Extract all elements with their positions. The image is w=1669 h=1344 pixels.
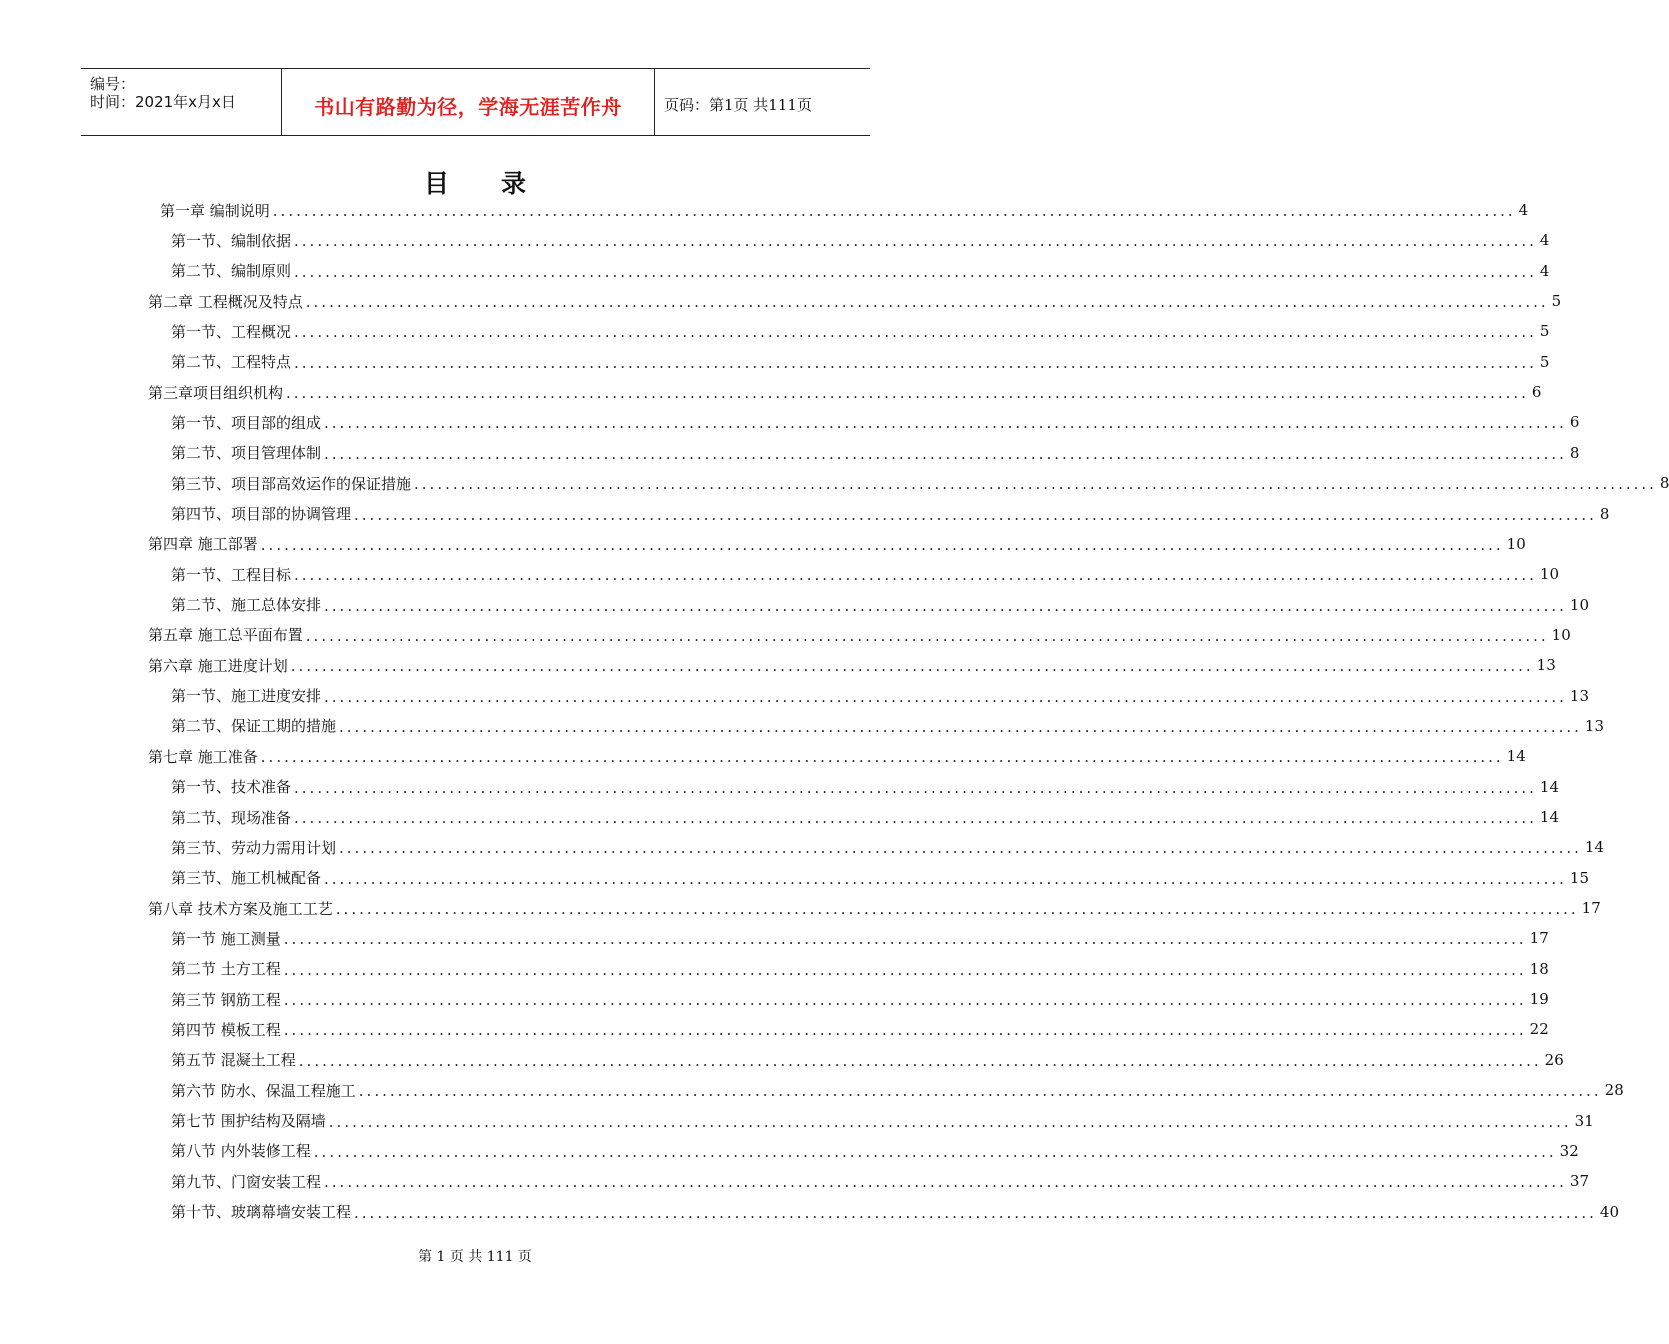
toc-entry[interactable] [171, 984, 1549, 1014]
toc-entry[interactable] [171, 468, 1669, 498]
toc-entry-label: 第一节、施工进度安排 [171, 687, 322, 706]
toc-entry-label: 第二节、施工总体安排 [171, 596, 322, 615]
toc-entry[interactable] [148, 377, 1542, 407]
toc-entry-label: 第三节、劳动力需用计划 [171, 838, 337, 857]
toc-leader-dots: ................................................................................................................................................................ [283, 960, 1527, 979]
toc-leader-dots: ................................................................................................................................................................ [294, 262, 1537, 281]
toc-entry[interactable] [160, 195, 1529, 225]
toc-title-char-2: 录 [501, 169, 527, 198]
toc-entry-label: 第二节、项目管理体制 [171, 444, 322, 463]
toc-entry-page: 5 [1539, 322, 1550, 341]
toc-leader-dots: ................................................................................................................................................................ [414, 475, 1657, 494]
toc-entry-label: 第三章项目组织机构 [148, 383, 284, 402]
toc-entry-label: 第一节、工程概况 [171, 322, 292, 341]
toc-entry-page: 8 [1569, 443, 1580, 462]
toc-leader-dots: ................................................................................................................................................................ [339, 839, 1582, 858]
toc-entry-page: 18 [1529, 959, 1549, 978]
toc-entry-label: 第一节、编制依据 [171, 231, 292, 250]
toc-entry[interactable] [171, 1045, 1564, 1075]
toc-entry-label: 第五节 混凝土工程 [171, 1051, 296, 1070]
toc-leader-dots: ................................................................................................................................................................ [339, 717, 1582, 736]
toc-entry-page: 26 [1544, 1050, 1564, 1069]
toc-entry[interactable] [171, 499, 1610, 529]
header-page-cell [655, 69, 870, 135]
toc-entry[interactable] [148, 529, 1526, 559]
toc-entry-page: 13 [1569, 686, 1589, 705]
toc-entry-label: 第一节、工程目标 [171, 565, 292, 584]
toc-leader-dots: ................................................................................................................................................................ [283, 930, 1527, 949]
toc-leader-dots: ................................................................................................................................................................ [354, 505, 1597, 524]
toc-leader-dots: ................................................................................................................................................................ [328, 1112, 1572, 1131]
toc-entry-label: 第二章 工程概况及特点 [148, 292, 303, 311]
toc-entry-page: 4 [1539, 231, 1550, 250]
toc-title-char-1: 目 [423, 169, 449, 198]
toc-entry-page: 37 [1569, 1172, 1589, 1191]
toc-entry-label: 第三节 钢筋工程 [171, 990, 281, 1009]
toc-leader-dots: ................................................................................................................................................................ [298, 1051, 1542, 1070]
toc-leader-dots: ................................................................................................................................................................ [294, 778, 1537, 797]
toc-entry-label: 第一节 施工测量 [171, 929, 281, 948]
toc-leader-dots: ................................................................................................................................................................ [294, 353, 1537, 372]
page-header [81, 68, 870, 136]
toc-entry-page: 8 [1659, 474, 1669, 493]
toc-entry[interactable] [171, 590, 1589, 620]
toc-leader-dots: ................................................................................................................................................................ [283, 991, 1527, 1010]
toc-leader-dots: ................................................................................................................................................................ [260, 748, 1504, 767]
toc-entry-page: 4 [1539, 261, 1550, 280]
toc-entry[interactable] [171, 832, 1604, 862]
toc-entry-page: 13 [1536, 656, 1556, 675]
toc-entry-page: 6 [1531, 383, 1542, 402]
toc-entry-page: 19 [1529, 990, 1549, 1009]
header-motto: 书山有路勤为径，学海无涯苦作舟 [314, 95, 622, 119]
toc-entry[interactable] [171, 1136, 1579, 1166]
toc-leader-dots: ................................................................................................................................................................ [283, 1021, 1527, 1040]
toc-entry-label: 第一节、项目部的组成 [171, 413, 322, 432]
header-motto-cell [282, 69, 655, 135]
toc-entry[interactable] [148, 620, 1571, 650]
toc-entry[interactable] [171, 225, 1550, 255]
toc-entry-page: 31 [1574, 1111, 1594, 1130]
toc-entry-label: 第二节、保证工期的措施 [171, 717, 337, 736]
toc-leader-dots: ................................................................................................................................................................ [324, 1173, 1567, 1192]
page-footer: 第 1 页 共 111 页 [418, 1249, 532, 1265]
toc-entry-label: 第二节、编制原则 [171, 262, 292, 281]
toc-entry-page: 14 [1539, 777, 1559, 796]
document-time-label: 时间：2021年x月x日 [90, 93, 236, 111]
toc-entry-page: 17 [1529, 929, 1549, 948]
toc-entry-page: 14 [1539, 808, 1559, 826]
toc-entry-label: 第一节、技术准备 [171, 778, 292, 797]
toc-entry-label: 第四章 施工部署 [148, 535, 258, 554]
toc-leader-dots: ................................................................................................................................................................ [294, 566, 1537, 585]
toc-entry-label: 第一章 编制说明 [160, 201, 270, 220]
toc-leader-dots: ................................................................................................................................................................ [324, 414, 1567, 433]
toc-leader-dots: ................................................................................................................................................................ [335, 900, 1579, 919]
toc-entry[interactable] [171, 772, 1559, 802]
toc-entry-page: 10 [1569, 595, 1589, 614]
toc-entry-label: 第六章 施工进度计划 [148, 656, 288, 675]
toc-entry-page: 4 [1518, 201, 1529, 219]
toc-entry[interactable] [171, 1106, 1594, 1136]
toc-entry-label: 第八章 技术方案及施工工艺 [148, 899, 333, 918]
toc-leader-dots: ................................................................................................................................................................ [286, 384, 1529, 403]
toc-leader-dots: ................................................................................................................................................................ [290, 657, 1534, 676]
toc-leader-dots: ................................................................................................................................................................ [260, 535, 1504, 554]
toc-entry-label: 第五章 施工总平面布置 [148, 626, 303, 645]
header-page-info: 页码：第1页 共111页 [664, 96, 812, 114]
toc-entry[interactable] [171, 863, 1589, 893]
toc-entry[interactable] [171, 802, 1559, 832]
toc-entry-page: 40 [1599, 1202, 1619, 1221]
toc-leader-dots: ................................................................................................................................................................ [294, 323, 1537, 342]
toc-leader-dots: ................................................................................................................................................................ [358, 1082, 1602, 1101]
toc-entry-label: 第三节、项目部高效运作的保证措施 [171, 474, 412, 493]
toc-entry[interactable] [148, 286, 1562, 316]
toc-leader-dots: ................................................................................................................................................................ [324, 687, 1567, 706]
toc-entry-page: 32 [1559, 1141, 1579, 1160]
toc-leader-dots: ................................................................................................................................................................ [324, 869, 1567, 888]
toc-entry-label: 第八节 内外装修工程 [171, 1142, 311, 1161]
document-code-label: 编号： [90, 75, 136, 93]
toc-entry-page: 10 [1551, 625, 1571, 644]
toc-entry-label: 第六节 防水、保温工程施工 [171, 1081, 356, 1100]
toc-entry-page: 14 [1506, 747, 1526, 766]
toc-entry[interactable] [171, 316, 1550, 346]
toc-leader-dots: ................................................................................................................................................................ [272, 202, 1516, 220]
toc-entry-page: 10 [1539, 565, 1559, 584]
toc-entry[interactable] [148, 893, 1601, 923]
toc-entry-page: 5 [1539, 352, 1550, 371]
toc-entry[interactable] [148, 650, 1556, 680]
toc-entry[interactable] [171, 407, 1580, 437]
toc-entry-label: 第四节、项目部的协调管理 [171, 505, 352, 523]
toc-entry-label: 第四节 模板工程 [171, 1020, 281, 1039]
toc-entry[interactable] [171, 954, 1549, 984]
toc-entry-label: 第七章 施工准备 [148, 747, 258, 766]
toc-leader-dots: ................................................................................................................................................................ [294, 232, 1537, 251]
toc-entry-page: 22 [1529, 1020, 1549, 1039]
toc-entry-page: 5 [1551, 292, 1562, 311]
toc-leader-dots: ................................................................................................................................................................ [324, 596, 1567, 615]
toc-entry[interactable] [171, 559, 1559, 589]
toc-entry-page: 15 [1569, 868, 1589, 887]
toc-entry[interactable] [171, 1014, 1549, 1044]
toc-entry[interactable] [171, 923, 1549, 953]
toc-entry-page: 6 [1569, 413, 1580, 432]
toc-entry-page: 10 [1506, 534, 1526, 553]
toc-entry-page: 13 [1584, 716, 1604, 735]
toc-leader-dots: ................................................................................................................................................................ [324, 444, 1567, 463]
toc-entry-label: 第九节、门窗安装工程 [171, 1172, 322, 1191]
header-meta-cell [81, 69, 282, 135]
toc-entry-label: 第二节 土方工程 [171, 960, 281, 979]
toc-entry[interactable] [171, 681, 1589, 711]
toc-entry-label: 第三节、施工机械配备 [171, 869, 322, 888]
toc-entry[interactable] [171, 1166, 1589, 1196]
toc-leader-dots: ................................................................................................................................................................ [305, 626, 1549, 645]
toc-entry-page: 17 [1581, 899, 1601, 918]
toc-entry[interactable] [171, 1197, 1619, 1227]
toc-entry-page: 28 [1604, 1081, 1624, 1100]
toc-entry-label: 第二节、现场准备 [171, 808, 292, 827]
toc-leader-dots: ................................................................................................................................................................ [305, 293, 1549, 312]
toc-entry[interactable] [171, 256, 1550, 286]
toc-entry-page: 14 [1584, 838, 1604, 857]
toc-entry-label: 第二节、工程特点 [171, 353, 292, 372]
toc-entry[interactable] [171, 1075, 1624, 1105]
toc-entry-label: 第十节、玻璃幕墙安装工程 [171, 1203, 352, 1222]
toc-entry[interactable] [148, 741, 1526, 771]
toc-entry[interactable] [171, 711, 1604, 741]
toc-entry[interactable] [171, 438, 1580, 468]
toc-entry-label: 第七节 围护结构及隔墙 [171, 1112, 326, 1130]
toc-leader-dots: ................................................................................................................................................................ [294, 809, 1537, 827]
toc-leader-dots: ................................................................................................................................................................ [354, 1203, 1597, 1222]
toc-entry-page: 8 [1599, 504, 1610, 523]
toc-entry[interactable] [171, 347, 1550, 377]
toc-leader-dots: ................................................................................................................................................................ [313, 1142, 1557, 1161]
